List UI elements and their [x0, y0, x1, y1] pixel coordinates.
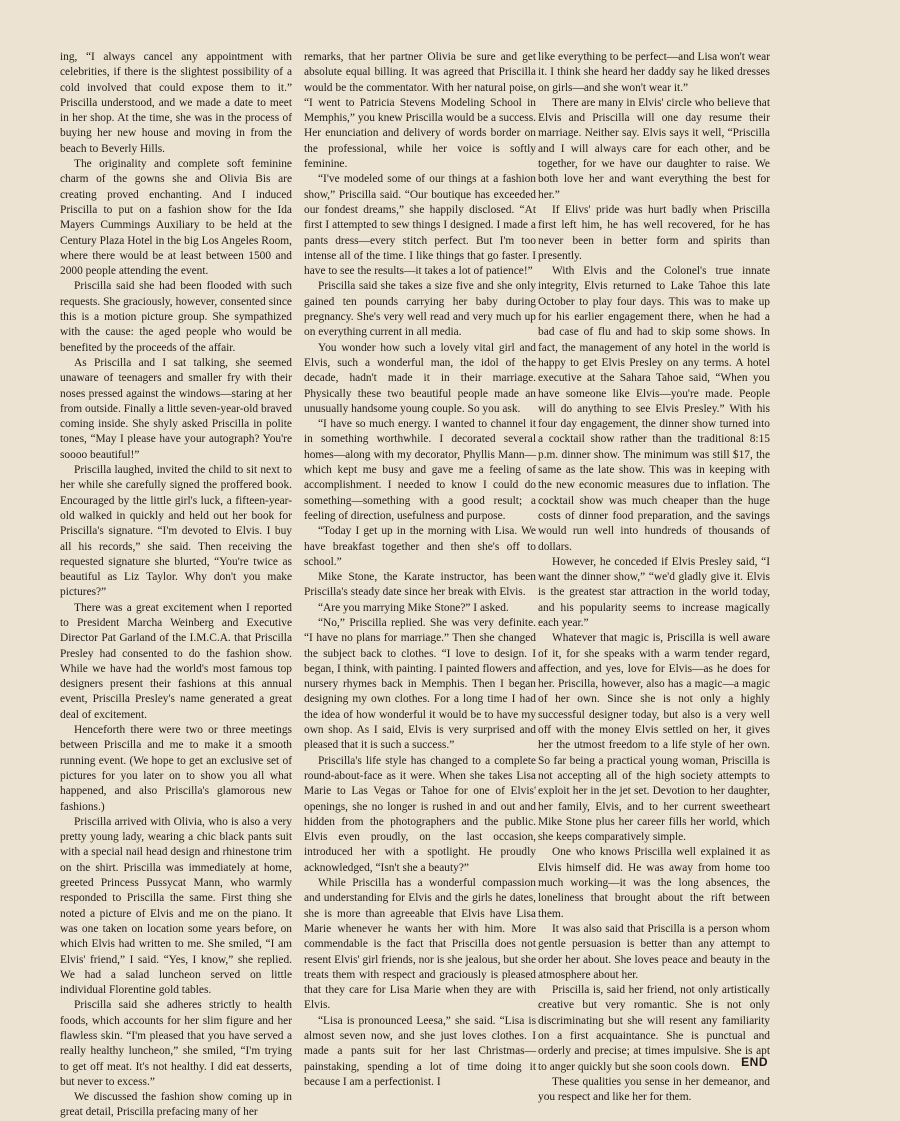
article-paragraph: “Today I get up in the morning with Lisa. We have breakfast together and then she's off to school.” [304, 525, 536, 568]
article-paragraph: “No,” Priscilla replied. She was very definite. “I have no plans for marriage.” Then she changed the subject back to clothes. “I love to design. I began, I think, with painting. I painted flowers and nursery rhymes back in Memphis. Then I began designing my own clothes. For a long time I had the idea of how wonderful it would be to have my own shop. As I said, Elvis is very surprised and pleased that it is such a success.” [304, 616, 536, 752]
article-column-3 [538, 50, 770, 1105]
article-column-1 [60, 50, 292, 1121]
article-paragraph: The originality and complete soft feminine charm of the gowns she and Olivia Bis are creating proved enchanting. And I induced Priscilla to put on a fashion show for the Ida Mayers Cummings Auxiliary to be held at the Century Plaza Hotel in the big Los Angeles Room, where there would be at least between 1500 and 2000 people attending the event. [60, 158, 292, 278]
article-paragraph: Priscilla arrived with Olivia, who is also a very pretty young lady, wearing a chic black pants suit with a special nail head design and rhinestone trim on the shirt. Priscilla was immediately at home, greeted Princess Pussycat Mann, who warmly responded to Priscilla the same. First thing she noted a picture of Elvis and me on the piano. It was one taken on location some years before, on which Elvis had written to me. She smiled, “I am Elvis' friend,” I said. “Yes, I know,” she replied. We had a salad luncheon served on little individual Florentine gold tables. [60, 815, 292, 997]
article-paragraph: With Elvis and the Colonel's true innate integrity, Elvis returned to Lake Tahoe this late October to play four days. This was to make up for his earlier engagement there, when he had a bad case of flu and had to skip some shows. In fact, the management of any hotel in the world is happy to get Elvis Presley on any terms. A hotel executive at the Sahara Tahoe said, “When you have someone like Elvis—you're made. People will do anything to see Elvis Presley.” With his four day engagement, the dinner show turned into a cocktail show rather than the traditional 8:15 p.m. dinner show. The minimum was still $17, the same as the late show. This was in keeping with the new economic measures due to inflation. The cocktail show was much cheaper than the huge costs of dinner food preparation, and the savings would run well into hundreds of thousands of dollars. [538, 265, 770, 553]
article-paragraph: There was a great excitement when I reported to President Marcha Weinberg and Executive Director Pat Garland of the I.M.C.A. that Priscilla Presley had consented to do the fashion show. While we have had the world's most famous top designers present their fashions at this annual event, Priscilla Presley's name generated a great deal of excitement. [60, 601, 292, 721]
article-paragraph: As Priscilla and I sat talking, she seemed unaware of teenagers and smaller fry with their noses pressed against the windows—staring at her from outside. Finally a little seven-year-old braved coming inside. She shyly asked Priscilla in polite tones, “May I please have your autograph? You're soooo beautiful!” [60, 356, 292, 461]
article-paragraph: While Priscilla has a wonderful compassion and understanding for Elvis and the girls he dates, she is more than agreeable that Elvis have Lisa Marie whenever he wants her with him. More commendable is the fact that Priscilla does not resent Elvis' girl friends, nor is she jealous, but she treats them with respect and graciously is pleased that they care for Lisa Marie when they are with Elvis. [304, 877, 536, 1012]
article-paragraph: These qualities you sense in her demeanor, and you respect and like her for them. [538, 1075, 770, 1104]
article-column-2 [304, 50, 536, 1090]
article-paragraph: Priscilla laughed, invited the child to sit next to her while she carefully signed the proffered book. Encouraged by the little girl's luck, a fifteen-year-old walked in quickly and held out her book for Priscilla's signature. “I'm devoted to Elvis. I buy all his records,” she said. Then receiving the requested signature she blurted, “You're twice as beautiful as Liz Taylor. Why don't you make pictures?” [60, 464, 292, 599]
article-paragraph: However, he conceded if Elvis Presley said, “I want the dinner show,” “we'd gladly give it. Elvis is the greatest star attraction in the world today, and his popularity seems to increase magically each year.” [538, 555, 770, 629]
article-paragraph: like everything to be perfect—and Lisa won't wear it. I think she heard her daddy say he liked dresses on girls—and she won't wear it.” [538, 51, 770, 94]
article-paragraph: Priscilla said she had been flooded with such requests. She graciously, however, consented since this is a motion picture group. She sympathized with the cause: the aged people who would be benefited by the proceeds of the affair. [60, 280, 292, 354]
article-paragraph: Priscilla's life style has changed to a complete round-about-face as it were. When she takes Lisa Marie to Las Vegas or Tahoe for one of Elvis' openings, she no longer is rushed in and out and hidden from the photographers and the public. Elvis even proudly, on the last occasion, introduced her with a spotlight. He proudly acknowledged, “Isn't she a beauty?” [304, 754, 536, 874]
article-paragraph: Whatever that magic is, Priscilla is well aware of it, for she speaks with a warm tender regard, affection, and yes, love for Elvis—as he does for her. Priscilla, however, also has a magic—a magic of her own. Since she is not only a highly successful designer today, but also is a very well off with the money Elvis settled on her, it gives her the utmost freedom to a life style of her own. So far being a practical young woman, Priscilla is not accepting all of the high society attempts to exploit her in the jet set. Devotion to her daughter, her family, Elvis, and to her current sweetheart Mike Stone plus her career fills her world, which she keeps comparatively simple. [538, 632, 770, 844]
article-paragraph: Priscilla said she takes a size five and she only gained ten pounds carrying her baby during pregnancy. She's very well read and very much up on everything current in all media. [304, 280, 536, 339]
article-paragraph: We discussed the fashion show coming up in great detail, Priscilla prefacing many of her [60, 1091, 292, 1119]
article-paragraph: You wonder how such a lovely vital girl and Elvis, such a wonderful man, the idol of the decade, hadn't made it in their marriage. Physically these two beautiful people made an unusually handsome young couple. So you ask. [304, 341, 536, 415]
end-mark: END [741, 1055, 768, 1069]
article-paragraph: “Lisa is pronounced Leesa,” she said. “Lisa is almost seven now, and she just loves clothes. I made a pants suit for her last Christmas—painstaking, spending a lot of time doing it because I am a perfectionist. I [304, 1014, 536, 1088]
article-paragraph: Priscilla is, said her friend, not only artistically creative but very romantic. She is not only discriminating but she will resent any familiarity on a first acquaintance. She is punctual and orderly and precise; at times impulsive. She is apt to anger quickly but she soon cools down. [538, 984, 770, 1073]
article-paragraph: If Elivs' pride was hurt badly when Priscilla first left him, he has well recovered, for he has never been in better form and spirits than presently. [538, 203, 770, 262]
article-paragraph: “I have so much energy. I wanted to channel it in something worthwhile. I decorated several homes—along with my decorator, Phyllis Mann—which kept me busy and gave me a feeling of accomplishment. I needed to know I could do something—something with a good result; a feeling of direction, usefulness and purpose. [304, 418, 536, 522]
article-paragraph: remarks, that her partner Olivia be sure and get absolute equal billing. It was agreed that Priscilla would be the commentator. With her natural poise, “I went to Patricia Stevens Modeling School in Memphis,” you knew Priscilla would be a success. Her enunciation and delivery of words border on the professional, while her voice is softly feminine. [304, 51, 536, 171]
article-paragraph: Priscilla said she adheres strictly to health foods, which accounts for her slim figure and her flawless skin. “I'm pleased that you have served a really healthy luncheon,” she smiled, “I'm trying to get off meat. It's not healthy. I did eat desserts, but never to excess.” [60, 999, 292, 1088]
article-paragraph: “I've modeled some of our things at a fashion show,” Priscilla said. “Our boutique has exceeded our fondest dreams,” she happily disclosed. “At first I attempted to sew things I designed. I made a pants dress—every stitch perfect. But I'm too intense all of the time. I like things that go faster. I have to see the results—it takes a lot of patience!” [304, 173, 536, 278]
article-paragraph: There are many in Elvis' circle who believe that Elvis and Priscilla will one day resume their marriage. Neither say. Elvis says it well, “Priscilla and I will always care for each other, and be together, for we have our daughter to raise. We both love her and want everything the best for her.” [538, 96, 770, 201]
article-paragraph: It was also said that Priscilla is a person whom gentle persuasion is better than any attempt to order her about. She loves peace and beauty in the atmosphere about her. [538, 922, 770, 981]
article-paragraph: “Are you marrying Mike Stone?” I asked. [318, 601, 509, 614]
article-paragraph: Mike Stone, the Karate instructor, has been Priscilla's steady date since her break with Elvis. [304, 571, 536, 599]
article-paragraph: ing, “I always cancel any appointment with celebrities, if there is the slightest possibility of a cold involved that could expose them to it.” Priscilla understood, and we made a date to meet in her shop. At the time, she was in the process of buying her new house and moving in from the beach to Beverly Hills. [60, 51, 292, 155]
article-paragraph: Henceforth there were two or three meetings between Priscilla and me to make it a smooth running event. (We hope to get an exclusive set of pictures for you later on to show you all what happened, and also Priscilla's glamorous new fashions.) [60, 724, 292, 813]
article-paragraph: One who knows Priscilla well explained it as Elvis himself did. He was away from home too much working—it was the long absences, the loneliness that brought about the rift between them. [538, 846, 770, 920]
